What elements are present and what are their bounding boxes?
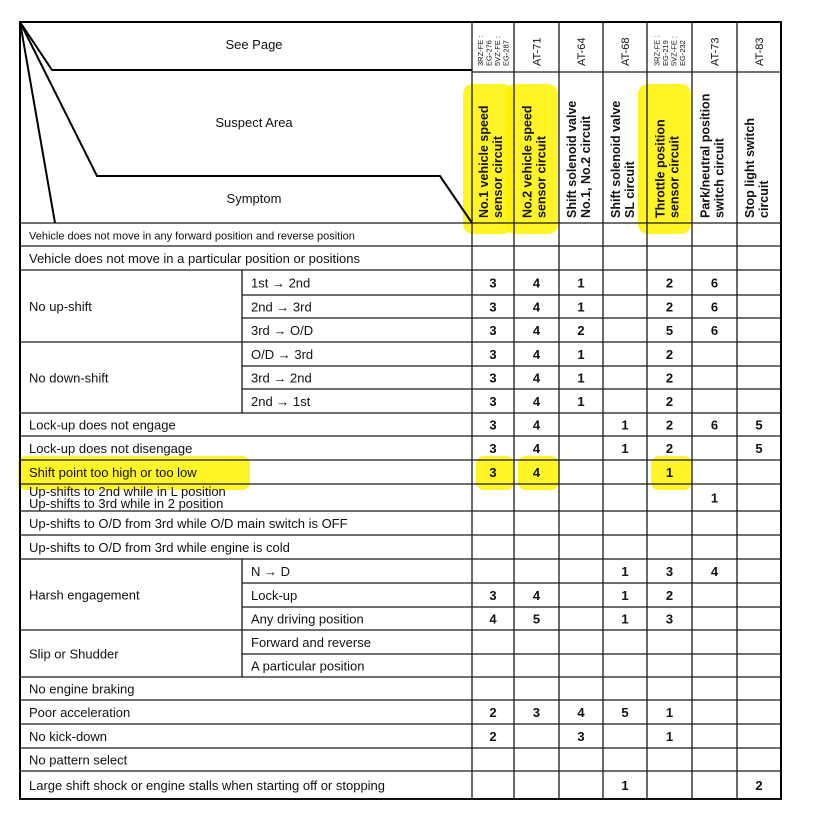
symptom-text: Lock-up does not disengage <box>29 441 193 456</box>
table-row <box>29 441 763 456</box>
priority-number: 4 <box>577 705 585 720</box>
priority-number: 3 <box>489 370 497 386</box>
sub-condition: 2nd → 3rd <box>251 299 312 315</box>
symptom-text: Vehicle does not move in any forward position and reverse position <box>29 230 355 243</box>
priority-number: 3 <box>489 417 497 433</box>
priority-number: 2 <box>489 729 497 744</box>
table-row <box>251 371 673 386</box>
priority-number: 1 <box>577 394 585 409</box>
priority-number: 2 <box>665 441 674 456</box>
priority-number: 3 <box>665 564 674 579</box>
priority-number: 4 <box>710 564 719 579</box>
priority-number: 3 <box>489 347 497 362</box>
priority-number: 1 <box>577 299 585 315</box>
suspect-area-name: Shift solenoid valve <box>609 100 623 218</box>
priority-number: 1 <box>621 611 629 627</box>
sub-condition: A particular position <box>251 658 365 674</box>
priority-number: 1 <box>621 417 629 433</box>
suspect-area-name: sensor circuit <box>534 136 549 218</box>
priority-number: 6 <box>710 299 719 315</box>
priority-number: 5 <box>621 705 629 720</box>
suspect-area-label: Suspect Area <box>215 115 293 130</box>
priority-number: 5 <box>755 417 763 433</box>
table-row <box>251 300 718 315</box>
priority-number: 4 <box>532 465 541 480</box>
priority-number: 6 <box>710 275 719 291</box>
table-row <box>251 394 673 409</box>
sub-condition: Any driving position <box>251 611 364 627</box>
suspect-area-name: Park/neutral position <box>698 93 713 218</box>
see-page-ref: EG-287 <box>501 40 511 66</box>
priority-number: 6 <box>710 323 719 338</box>
table-row <box>29 251 360 266</box>
priority-number: 3 <box>532 705 541 720</box>
priority-number: 2 <box>489 705 497 720</box>
symptom-label: Symptom <box>226 191 282 206</box>
table-row <box>29 484 718 511</box>
priority-number: 5 <box>665 323 674 338</box>
symptom-text: Up-shifts to 2nd while in L position <box>29 484 226 499</box>
priority-number: 2 <box>665 588 674 603</box>
sub-condition: Lock-up <box>251 588 298 603</box>
sub-condition: Forward and reverse <box>251 635 371 650</box>
table-header <box>215 37 293 206</box>
sub-condition: 1st → 2nd <box>251 275 311 291</box>
priority-number: 2 <box>577 323 585 338</box>
table-row <box>251 323 718 338</box>
suspect-area-name: sensor circuit <box>667 136 682 218</box>
table-row <box>29 753 128 768</box>
table-row <box>29 778 763 793</box>
priority-number: 5 <box>532 611 541 627</box>
symptom-text: Shift point too high or too low <box>29 465 197 480</box>
priority-number: 1 <box>621 564 629 579</box>
symptom-text: No pattern select <box>29 752 128 768</box>
see-page-ref: EG-232 <box>677 40 687 66</box>
symptom-text: Vehicle does not move in a particular position or positions <box>29 251 360 266</box>
symptom-text: Large shift shock or engine stalls when starting off or stopping <box>29 778 386 793</box>
priority-number: 2 <box>755 778 763 793</box>
suspect-area-name: Shift solenoid valve <box>565 100 579 218</box>
symptom-text: No kick-down <box>29 729 108 744</box>
table-row <box>29 465 673 480</box>
see-page-ref: EG-276 <box>484 40 494 66</box>
priority-number: 2 <box>665 347 674 362</box>
symptom-text: Harsh engagement <box>29 587 140 603</box>
table-row <box>251 659 364 674</box>
symptom-text: No up-shift <box>29 299 92 314</box>
symptom-text: Up-shifts to 3rd while in 2 position <box>29 496 224 511</box>
symptom-text: Slip or Shudder <box>29 646 119 662</box>
table-row <box>29 418 763 433</box>
see-page-ref: AT-68 <box>620 37 632 66</box>
priority-number: 3 <box>489 275 497 291</box>
priority-number: 4 <box>532 347 541 362</box>
symptom-text: No down-shift <box>29 370 109 386</box>
priority-number: 5 <box>755 441 763 456</box>
priority-number: 1 <box>665 465 674 480</box>
suspect-area-name: SL circuit <box>623 161 637 218</box>
symptom-text: Up-shifts to O/D from 3rd while O/D main switch is OFF <box>29 516 348 531</box>
priority-number: 4 <box>532 299 541 315</box>
table-row <box>29 682 135 697</box>
priority-number: 3 <box>489 394 497 409</box>
priority-number: 4 <box>532 394 541 409</box>
sub-condition: 3rd → 2nd <box>251 370 312 386</box>
priority-number: 4 <box>532 323 541 338</box>
suspect-area-name: circuit <box>757 180 771 218</box>
see-page-label: See Page <box>225 37 283 52</box>
column-headers <box>476 36 771 218</box>
see-page-ref: AT-83 <box>754 37 766 66</box>
suspect-area-name: switch circuit <box>712 138 727 218</box>
table-body <box>29 231 763 794</box>
symptom-text: Lock-up does not engage <box>29 417 176 433</box>
priority-number: 2 <box>665 275 674 291</box>
suspect-area-name: sensor circuit <box>491 136 505 218</box>
priority-number: 3 <box>665 611 674 627</box>
priority-number: 3 <box>489 465 497 480</box>
priority-number: 1 <box>621 588 629 603</box>
priority-number: 2 <box>665 394 674 409</box>
table-row <box>251 588 673 603</box>
table-row <box>29 540 290 555</box>
see-page-ref: 3RZ-FE : <box>475 35 485 66</box>
see-page-ref: 5VZ-FE : <box>669 35 679 66</box>
priority-number: 1 <box>621 441 629 456</box>
priority-number: 1 <box>577 347 585 362</box>
priority-number: 1 <box>577 370 585 386</box>
priority-number: 2 <box>665 370 674 386</box>
priority-number: 4 <box>532 441 541 456</box>
symptom-text: Poor acceleration <box>29 705 131 720</box>
symptom-text: No engine braking <box>29 681 135 697</box>
priority-number: 3 <box>489 323 497 338</box>
priority-number: 1 <box>710 490 719 506</box>
see-page-ref: AT-71 <box>531 37 544 66</box>
priority-number: 1 <box>665 729 674 744</box>
sub-condition: 2nd → 1st <box>251 394 311 409</box>
sub-condition: O/D → 3rd <box>251 347 314 362</box>
priority-number: 4 <box>532 417 541 433</box>
see-page-ref: 3RZ-FE : <box>652 35 662 66</box>
priority-number: 6 <box>710 417 719 433</box>
priority-number: 4 <box>532 370 541 386</box>
sub-condition: 3rd → O/D <box>251 323 314 338</box>
see-page-ref: AT-73 <box>709 37 722 66</box>
see-page-ref: 5VZ-FE : <box>492 35 502 66</box>
priority-number: 3 <box>489 441 497 456</box>
sub-condition: N → D <box>251 564 290 579</box>
suspect-area-name: No.2 vehicle speed <box>520 105 535 218</box>
priority-number: 1 <box>665 705 674 720</box>
suspect-area-name: No.1 vehicle speed <box>477 105 491 218</box>
suspect-area-name: Stop light switch <box>743 118 757 218</box>
priority-number: 2 <box>665 417 674 433</box>
see-page-ref: AT-64 <box>576 37 588 66</box>
priority-number: 3 <box>489 588 497 603</box>
priority-number: 1 <box>621 778 629 793</box>
table-row <box>29 516 348 531</box>
priority-number: 4 <box>532 588 541 603</box>
see-page-ref: EG-219 <box>660 40 670 66</box>
priority-number: 1 <box>577 275 585 291</box>
table-row <box>251 612 673 627</box>
suspect-area-name: No.1, No.2 circuit <box>579 115 593 218</box>
header-diagonal <box>20 22 55 223</box>
priority-number: 4 <box>532 275 541 291</box>
table-row <box>29 705 673 720</box>
priority-number: 3 <box>577 729 585 744</box>
priority-number: 4 <box>489 611 497 627</box>
priority-number: 2 <box>665 299 674 315</box>
table-row <box>29 729 673 744</box>
suspect-area-name: Throttle position <box>653 119 668 218</box>
priority-number: 3 <box>489 299 497 315</box>
symptom-text: Up-shifts to O/D from 3rd while engine is cold <box>29 540 290 555</box>
table-row <box>29 231 355 243</box>
